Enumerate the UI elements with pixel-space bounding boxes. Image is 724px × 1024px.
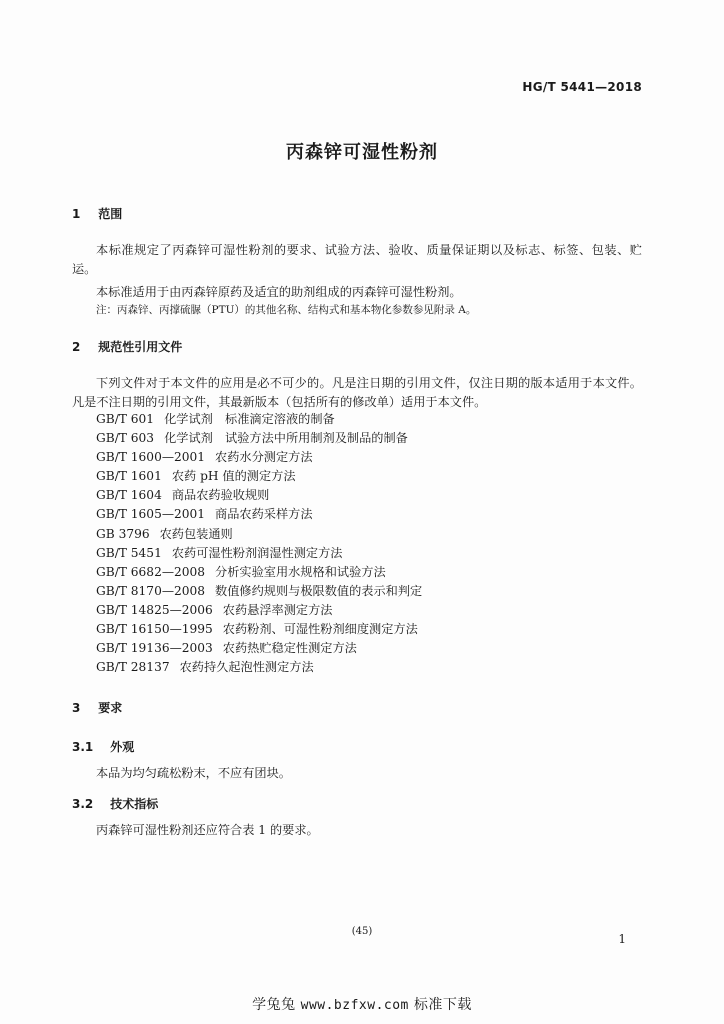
section-number: 2 xyxy=(72,340,81,354)
reference-item xyxy=(96,486,422,505)
scope-note: 注：丙森锌、丙撑硫脲（PTU）的其他名称、结构式和基本物化参数参见附录 A。 xyxy=(96,304,477,316)
reference-item xyxy=(96,544,422,563)
reference-item xyxy=(96,639,422,658)
refs-intro: 下列文件对于本文件的应用是必不可少的。凡是注日期的引用文件，仅注日期的版本适用于本文件。凡是不注日期的引用文件，其最新版本（包括所有的修改单）适用于本文件。 xyxy=(72,376,642,409)
subsection-number: 3.1 xyxy=(72,740,94,754)
reference-item xyxy=(96,448,422,467)
reference-name: 商品农药验收规则 xyxy=(171,488,270,503)
reference-item xyxy=(96,620,422,639)
subsection-heading-appearance xyxy=(72,738,134,755)
reference-name: 农药包装通则 xyxy=(159,526,233,541)
appearance-paragraph: 本品为均匀疏松粉末，不应有团块。 xyxy=(96,766,291,780)
reference-name: 农药可湿性粉剂润湿性测定方法 xyxy=(171,545,343,560)
subsection-title: 外观 xyxy=(110,740,135,754)
subsection-number: 3.2 xyxy=(72,797,94,811)
reference-name: 农药持久起泡性测定方法 xyxy=(179,660,314,675)
reference-item xyxy=(96,563,422,582)
section-title: 规范性引用文件 xyxy=(98,340,183,354)
reference-code: GB/T 1601 xyxy=(96,469,162,484)
reference-item xyxy=(96,467,422,486)
reference-code: GB/T 601 xyxy=(96,412,155,426)
reference-name: 商品农药采样方法 xyxy=(215,507,313,522)
reference-code: GB/T 6682—2008 xyxy=(96,564,206,579)
reference-name: 化学试剂 标准滴定溶液的制备 xyxy=(164,412,335,426)
reference-item xyxy=(96,525,422,544)
section-title: 范围 xyxy=(98,207,123,221)
page-number-center: (45) xyxy=(351,926,373,937)
section-title: 要求 xyxy=(98,701,123,715)
reference-item xyxy=(96,658,422,677)
reference-name: 农药粉剂、可湿性粉剂细度测定方法 xyxy=(222,622,418,637)
reference-code: GB/T 1600—2001 xyxy=(96,450,206,465)
watermark-footer xyxy=(0,994,724,1014)
reference-code: GB 3796 xyxy=(96,526,150,541)
reference-name: 农药悬浮率测定方法 xyxy=(222,602,333,617)
reference-item xyxy=(96,410,422,429)
reference-code: GB/T 1605—2001 xyxy=(96,507,206,522)
reference-code: GB/T 1604 xyxy=(96,488,162,503)
document-title: 丙森锌可湿性粉剂 xyxy=(286,142,438,163)
reference-item xyxy=(96,505,422,524)
reference-name: 农药 pH 值的测定方法 xyxy=(171,469,296,484)
standard-code: HG/T 5441—2018 xyxy=(522,80,642,94)
watermark-suffix: 标准下载 xyxy=(413,997,472,1013)
technical-paragraph: 丙森锌可湿性粉剂还应符合表 1 的要求。 xyxy=(96,823,319,837)
reference-code: GB/T 8170—2008 xyxy=(96,583,206,598)
reference-code: GB/T 16150—1995 xyxy=(96,622,213,637)
subsection-heading-technical xyxy=(72,795,158,812)
reference-name: 化学试剂 试验方法中所用制剂及制品的制备 xyxy=(164,431,408,446)
watermark-url[interactable]: www.bzfxw.com xyxy=(300,998,409,1013)
reference-list xyxy=(96,410,422,677)
reference-code: GB/T 28137 xyxy=(96,660,170,675)
subsection-title: 技术指标 xyxy=(110,797,159,811)
page-number-right: 1 xyxy=(618,932,626,946)
section-heading-refs xyxy=(72,338,182,355)
reference-code: GB/T 14825—2006 xyxy=(96,602,213,617)
section-number: 3 xyxy=(72,701,81,715)
reference-name: 分析实验室用水规格和试验方法 xyxy=(215,564,386,579)
section-heading-scope xyxy=(72,205,122,222)
reference-code: GB/T 603 xyxy=(96,431,155,446)
reference-item xyxy=(96,601,422,620)
watermark-prefix: 学兔兔 xyxy=(252,997,296,1013)
reference-code: GB/T 5451 xyxy=(96,545,162,560)
reference-name: 农药水分测定方法 xyxy=(215,450,313,465)
reference-item xyxy=(96,429,422,448)
scope-paragraph-1: 本标准规定了丙森锌可湿性粉剂的要求、试验方法、验收、质量保证期以及标志、标签、包装、贮运。 xyxy=(72,243,642,276)
scope-paragraph-2: 本标准适用于由丙森锌原药及适宜的助剂组成的丙森锌可湿性粉剂。 xyxy=(96,285,462,299)
reference-item xyxy=(96,582,422,601)
section-heading-requirements xyxy=(72,699,122,716)
reference-name: 农药热贮稳定性测定方法 xyxy=(222,641,357,656)
reference-name: 数值修约规则与极限数值的表示和判定 xyxy=(215,583,423,598)
section-number: 1 xyxy=(72,207,81,221)
reference-code: GB/T 19136—2003 xyxy=(96,641,213,656)
